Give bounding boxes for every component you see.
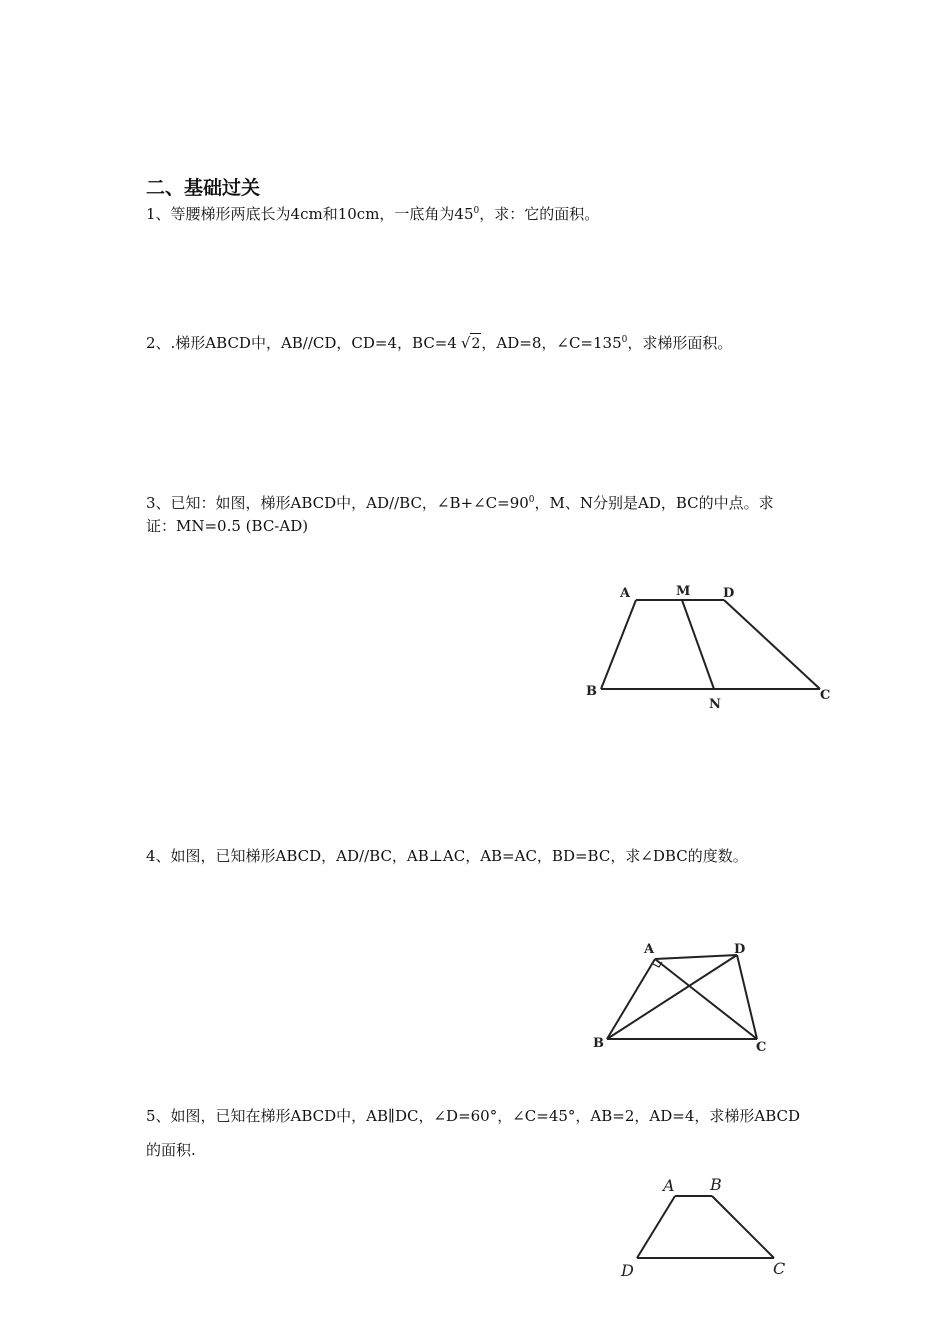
- question-2: [146, 330, 732, 354]
- label-a: A: [644, 942, 655, 957]
- label-d: D: [723, 586, 735, 601]
- question-3-line-1b: ，M、N分别是AD，BC的中点。求: [534, 494, 774, 512]
- question-2-part-c: ，求梯形面积。: [627, 334, 733, 352]
- question-1-text: 1、等腰梯形两底长为4cm和10cm，一底角为45: [146, 205, 474, 223]
- label-a: A: [620, 586, 631, 601]
- question-3-line-2: 证：MN=0.5 (BC-AD): [146, 517, 309, 535]
- figure-3-trapezoid: [580, 575, 840, 715]
- label-b: B: [586, 684, 597, 699]
- sqrt-expression: [457, 333, 481, 354]
- edge-bc: [712, 1196, 774, 1258]
- label-n: N: [709, 697, 721, 712]
- question-2-part-b: ，AD=8，∠C=135: [481, 334, 622, 352]
- label-c: C: [756, 1040, 767, 1055]
- edge-ab: [607, 959, 655, 1039]
- diagonal-bd: [607, 955, 737, 1039]
- question-4: 4、如图，已知梯形ABCD，AD//BC，AB⊥AC，AB=AC，BD=BC，求∠DBC的度数。: [146, 847, 748, 865]
- segment-mn: [682, 600, 714, 689]
- question-2-part-a: 2、.梯形ABCD中，AB//CD，CD=4，BC=4: [146, 334, 457, 352]
- label-m: M: [676, 584, 691, 599]
- question-5-line-2: 的面积.: [146, 1141, 196, 1159]
- label-a: A: [663, 1176, 675, 1195]
- edge-ad: [655, 955, 737, 959]
- edge-ab: [601, 600, 636, 689]
- question-3-line-1a: 3、已知：如图，梯形ABCD中，AD//BC，∠B+∠C=90: [146, 494, 529, 512]
- label-b: B: [710, 1175, 722, 1194]
- section-heading: 二、基础过关: [146, 177, 261, 199]
- label-b: B: [593, 1036, 604, 1051]
- label-c: C: [820, 688, 831, 703]
- figure-5-trapezoid: [610, 1170, 800, 1285]
- question-2-sup: 0: [621, 335, 628, 345]
- question-3-line-1: [146, 490, 774, 513]
- edge-ad: [637, 1196, 675, 1258]
- figure-4-trapezoid: [585, 935, 785, 1060]
- edge-dc: [724, 600, 820, 689]
- sqrt-symbol: √: [460, 334, 471, 352]
- label-d: D: [621, 1261, 634, 1280]
- question-1: [146, 201, 599, 224]
- question-1-sup: 0: [473, 206, 480, 216]
- question-5-line-1: 5、如图，已知在梯形ABCD中，AB∥DC，∠D=60°，∠C=45°，AB=2，AD=4，求梯形ABCD: [146, 1107, 800, 1125]
- sqrt-radicand: 2: [470, 333, 481, 354]
- label-c: C: [773, 1259, 786, 1278]
- label-d: D: [734, 942, 746, 957]
- question-3-sup: 0: [528, 495, 535, 505]
- question-1-tail: ，求：它的面积。: [479, 205, 600, 223]
